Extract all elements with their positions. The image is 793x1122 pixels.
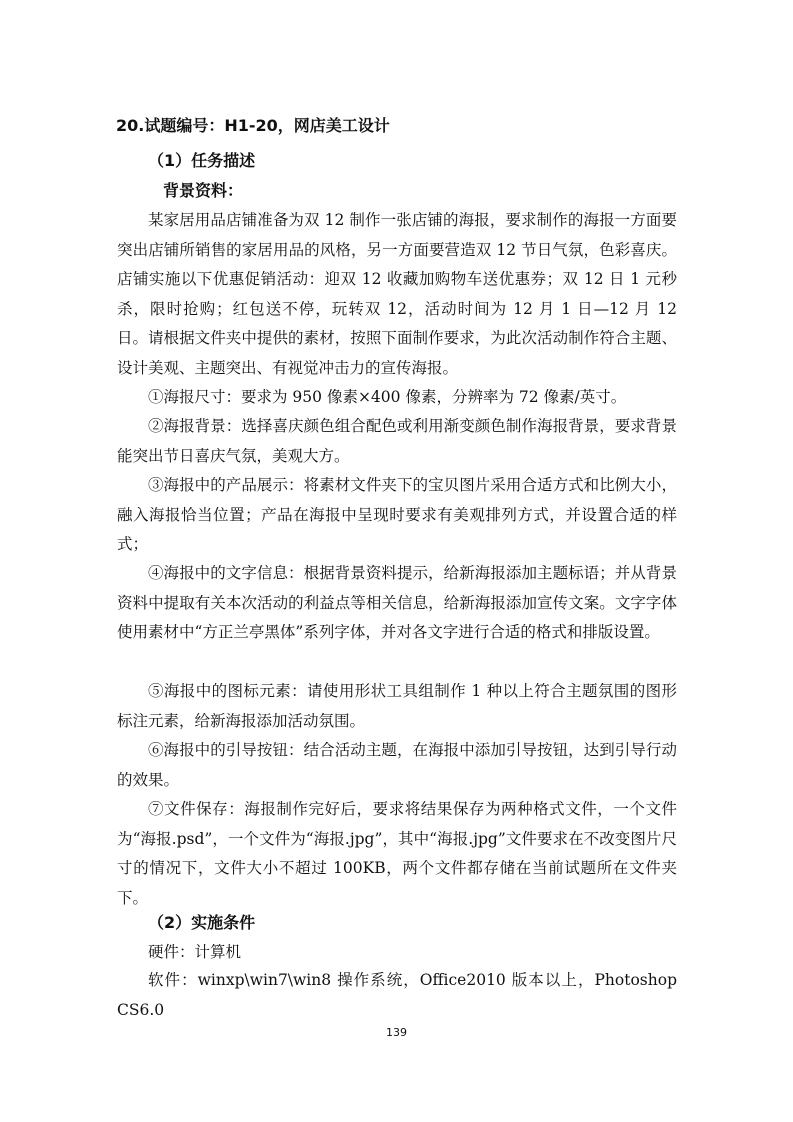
requirement-item-text: ④海报中的文字信息：根据背景资料提示，给新海报添加主题标语；并从背景资料中提取有关本次活动的利益点等相关信息，给新海报添加宣传文案。文字字体使用素材中“方正兰亭黑体”系列字体，并对各文字进行合适的格式和排版设置。 [117, 564, 677, 642]
task-description-heading: （1）任务描述 [148, 151, 256, 170]
requirement-item-background: ②海报背景：选择喜庆颜色组合配色或利用渐变颜色制作海报背景，要求背景能突出节日喜庆气氛，美观大方。 [117, 417, 677, 465]
hardware-line: 硬件：计算机 [148, 943, 242, 961]
software-line: 软件：winxp\win7\win8 操作系统，Office2010 版本以上，Photoshop CS6.0 [117, 971, 677, 1019]
requirement-item-save: ⑦文件保存：海报制作完好后，要求将结果保存为两种格式文件，一个文件为“海报.psd”，一个文件为“海报.jpg”，其中“海报.jpg”文件要求在不改变图片尺寸的情况下，文件大小不超过 100KB，两个文件都存储在当前试题所在文件夹下。 [117, 800, 677, 907]
requirement-item-size: ①海报尺寸：要求为 950 像素×400 像素，分辨率为 72 像素/英寸。 [148, 388, 627, 406]
page-number: 139 [386, 1026, 407, 1039]
requirement-item-icons: ⑤海报中的图标元素：请使用形状工具组制作 1 种以上符合主题氛围的图形标注元素，给新海报添加活动氛围。 [117, 682, 677, 730]
request-paragraph: 请根据文件夹中提供的素材，按照下面制作要求，为此次活动制作符合主题、设计美观、主题突出、有视觉冲击力的宣传海报。 [117, 329, 677, 377]
requirement-item-button: ⑥海报中的引导按钮：结合活动主题，在海报中添加引导按钮，达到引导行动的效果。 [117, 741, 677, 789]
background-label: 背景资料： [163, 181, 244, 200]
background-paragraph: 某家居用品店铺准备为双 12 制作一张店铺的海报，要求制作的海报一方面要突出店铺所销售的家居用品的风格，另一方面要营造双 12 节日气氛，色彩喜庆。店铺实施以下优惠促销活动：迎双 12 收藏加购物车送优惠券；双 12 日 1 元秒杀，限时抢购；红包送不停，玩转双 12，活动时间为 12 月 1 日—12 月 12 日。 [117, 211, 677, 348]
requirement-item-products: ③海报中的产品展示：将素材文件夹下的宝贝图片采用合适方式和比例大小，融入海报恰当位置；产品在海报中呈现时要求有美观排列方式，并设置合适的样式； [117, 476, 677, 554]
question-title: 20.试题编号：H1-20，网店美工设计 [116, 116, 390, 135]
conditions-heading: （2）实施条件 [148, 913, 256, 932]
